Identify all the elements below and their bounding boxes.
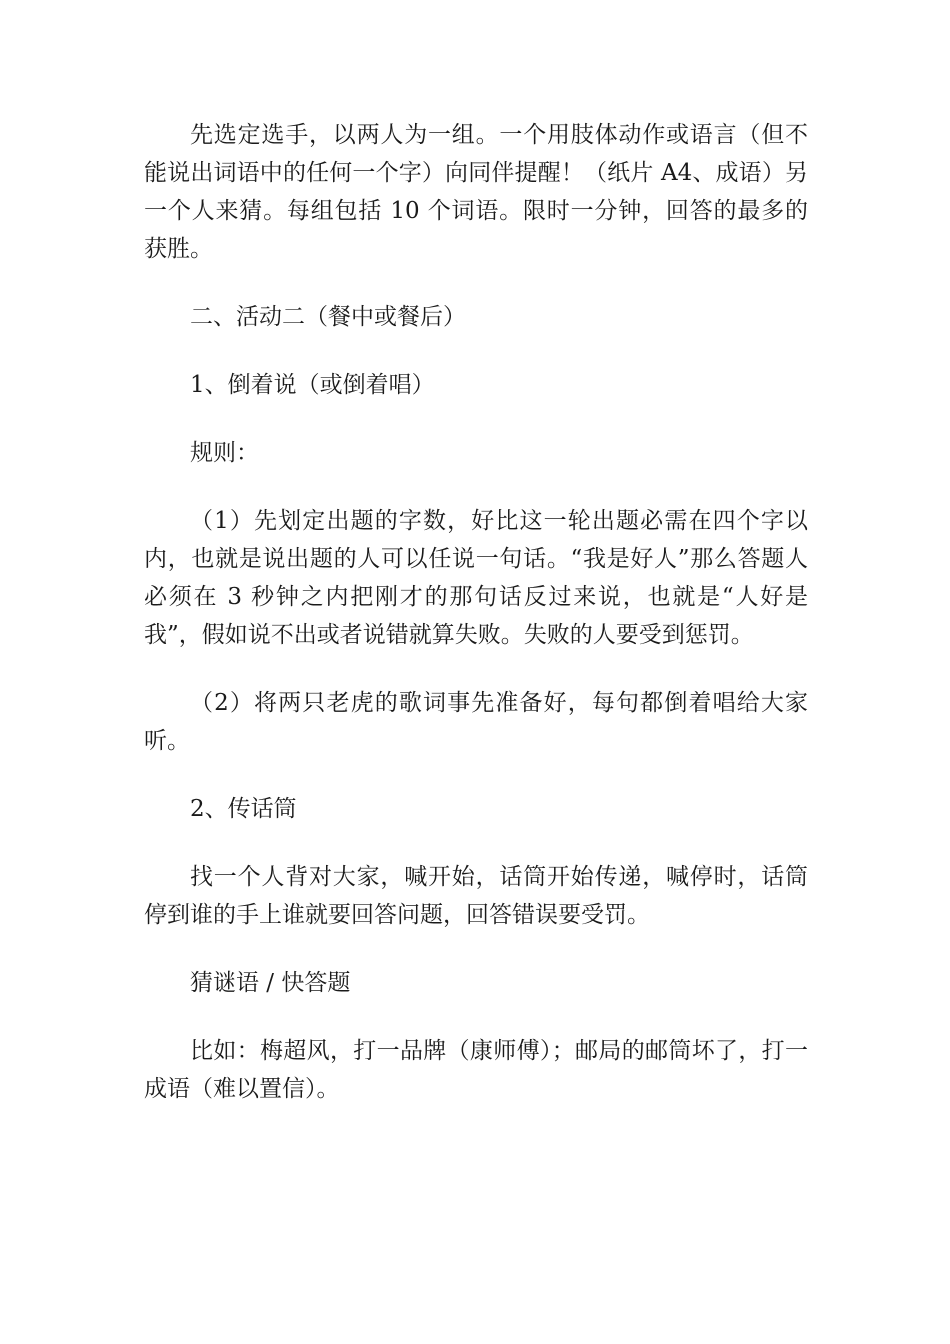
document-body xyxy=(144,116,808,1138)
paragraph-pass-the-mic: 找一个人背对大家，喊开始，话筒开始传递，喊停时，话筒停到谁的手上谁就要回答问题，回答错误要受罚。 xyxy=(144,864,808,928)
paragraph-riddle-examples: 比如：梅超风，打一品牌（康师傅）；邮局的邮筒坏了，打一成语（难以置信）。 xyxy=(144,1038,808,1102)
paragraph-game-rules-intro: 先选定选手，以两人为一组。一个用肢体动作或语言（但不能说出词语中的任何一个字）向同伴提醒！（纸片 A4、成语）另一个人来猜。每组包括 10 个词语。限时一分钟，回答的最多的获胜。 xyxy=(144,122,808,262)
paragraph-rule-two: （2）将两只老虎的歌词事先准备好，每句都倒着唱给大家听。 xyxy=(144,690,808,754)
heading-pass-the-mic: 2、传话筒 xyxy=(190,796,297,822)
heading-riddles: 猜谜语 / 快答题 xyxy=(190,970,351,996)
paragraph-rule-one: （1）先划定出题的字数，好比这一轮出题必需在四个字以内，也就是说出题的人可以任说一句话。“我是好人”那么答题人必须在 3 秒钟之内把刚才的那句话反过来说，也就是“人好是我”，假如说不出或者说错就算失败。失败的人要受到惩罚。 xyxy=(144,508,808,648)
label-rules: 规则： xyxy=(190,440,259,466)
heading-activity-two: 二、活动二（餐中或餐后） xyxy=(190,304,466,330)
heading-reverse-speaking: 1、倒着说（或倒着唱） xyxy=(190,372,435,398)
